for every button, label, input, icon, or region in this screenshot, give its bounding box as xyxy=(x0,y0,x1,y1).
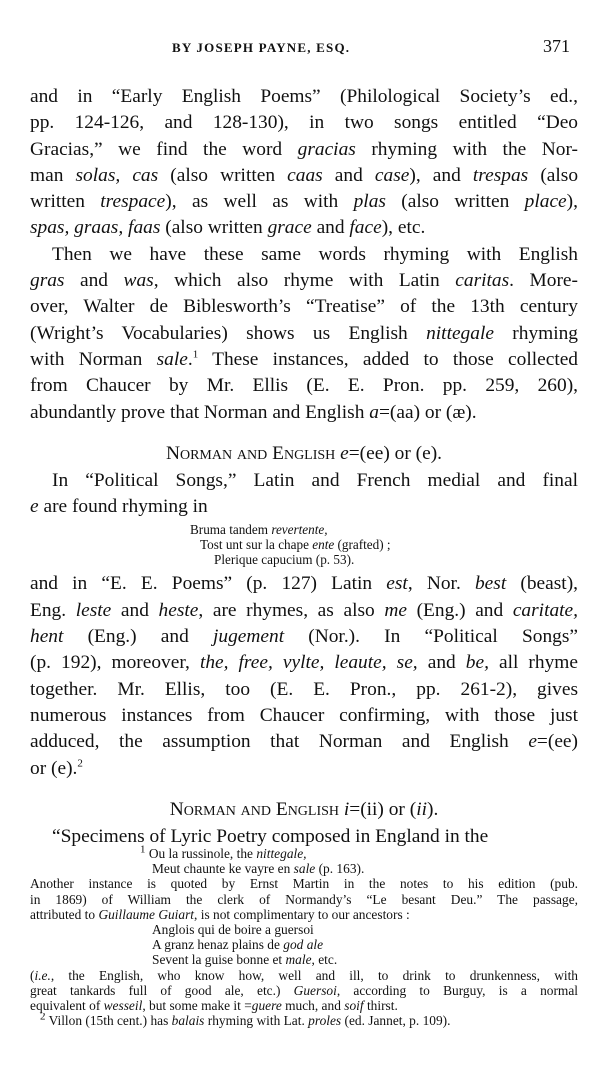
section-heading: Norman and English e=(ee) or (e). xyxy=(165,442,443,464)
text-line: pp. 124-126, and 128-130), in two songs entitled “Deo xyxy=(30,112,578,134)
text-line: from Chaucer by Mr. Ellis (E. E. Pron. pp. 259, 260), xyxy=(30,375,578,397)
verse-line: Plerique capucium (p. 53). xyxy=(214,552,355,568)
verse-quote xyxy=(30,520,578,567)
footnote-verse: A granz henaz plains de god ale xyxy=(152,937,324,953)
footnote-line: attributed to Guillaume Guiart, is not complimentary to our ancestors : xyxy=(30,906,410,922)
footnote-line: in 1869) of William the clerk of Normandy’s “Le besant Deu.” The passage, xyxy=(30,891,578,907)
text-line: (p. 192), moreover, the, free, vylte, leaute, se, and be, all rhyme xyxy=(30,652,578,674)
text-line: or (e).$^2$ xyxy=(30,757,83,779)
text-line: Gracias,” we find the word gracias rhyming with the Nor- xyxy=(30,138,578,160)
text-line: spas, graas, faas (also written grace and face), etc. xyxy=(30,217,426,239)
text-line: and in “E. E. Poems” (p. 127) Latin est, Nor. best (beast), xyxy=(30,573,578,595)
footnote-line: great tankards full of good ale, etc.) Guersoi, according to Burguy, is a normal xyxy=(30,982,578,998)
footnote-2: $^2$ Villon (15th cent.) has balais rhyming with Lat. proles (ed. Jannet, p. 109). xyxy=(40,1013,451,1029)
text-line: Then we have these same words rhyming with English xyxy=(52,243,578,265)
footnote-ref: 2 xyxy=(77,757,83,770)
text-line: over, Walter de Biblesworth’s “Treatise” of the 13th century xyxy=(30,296,578,318)
footnote-line: equivalent of wesseil, but some make it =guere much, and soif thirst. xyxy=(30,997,398,1013)
page-header xyxy=(0,36,600,66)
footnote-1-verse: Meut chaunte ke vayre en sale (p. 163). xyxy=(152,861,365,877)
text-line: Eng. leste and heste, are rhymes, as also me (Eng.) and caritate, xyxy=(30,599,578,621)
footnote-1-verse: $^1$ Ou la russinole, the nittegale, xyxy=(140,843,307,861)
paragraph-3 xyxy=(30,468,578,521)
text-line: e are found rhyming in xyxy=(30,496,208,518)
main-text xyxy=(30,84,578,850)
text-line: hent (Eng.) and jugement (Nor.). In “Political Songs” xyxy=(30,626,578,648)
footnote-line: Another instance is quoted by Ernst Martin in the notes to his edition (pub. xyxy=(30,876,578,892)
paragraph-1 xyxy=(30,84,578,242)
page-number: 371 xyxy=(543,36,570,56)
text-line: together. Mr. Ellis, too (E. E. Pron., pp. 261-2), gives xyxy=(30,678,578,700)
text-line: with Norman sale.$^1$ These instances, added to those collected xyxy=(30,348,578,370)
text-line: numerous instances from Chaucer confirming, with those just xyxy=(30,704,578,726)
footnote-verse: Anglois qui de boire a guersoi xyxy=(152,921,314,937)
verse-line: Bruma tandem revertente, xyxy=(190,522,328,538)
section-heading: Norman and English i=(ii) or (ii). xyxy=(169,798,439,820)
verse-line: Tost unt sur la chape ente (grafted) ; xyxy=(200,537,391,553)
footnote-ref: 1 xyxy=(192,348,199,361)
text-line: gras and was, which also rhyme with Latin caritas. More- xyxy=(30,270,578,292)
paragraph-4 xyxy=(30,571,578,781)
footnote-verse: Sevent la guise bonne et male, etc. xyxy=(152,952,338,968)
text-line: (Wright’s Vocabularies) shows us English nittegale rhyming xyxy=(30,322,578,344)
text-line: written trespace), as well as with plas (also written place), xyxy=(30,191,578,213)
text-line: adduced, the assumption that Norman and English e=(ee) xyxy=(30,731,578,753)
footnote-line: (i.e., the English, who know how, well and ill, to drink to drunkenness, with xyxy=(30,967,578,983)
text-line: man solas, cas (also written caas and case), and trespas (also xyxy=(30,164,578,186)
running-head: BY JOSEPH PAYNE, ESQ. xyxy=(172,40,351,55)
text-line: “Specimens of Lyric Poetry composed in England in the xyxy=(52,825,489,847)
text-line: In “Political Songs,” Latin and French medial and final xyxy=(52,469,578,491)
text-line: abundantly prove that Norman and English a=(aa) or (æ). xyxy=(30,401,477,423)
paragraph-2 xyxy=(30,242,578,426)
text-line: and in “Early English Poems” (Philological Society’s ed., xyxy=(30,86,578,107)
footnotes xyxy=(30,843,578,1029)
